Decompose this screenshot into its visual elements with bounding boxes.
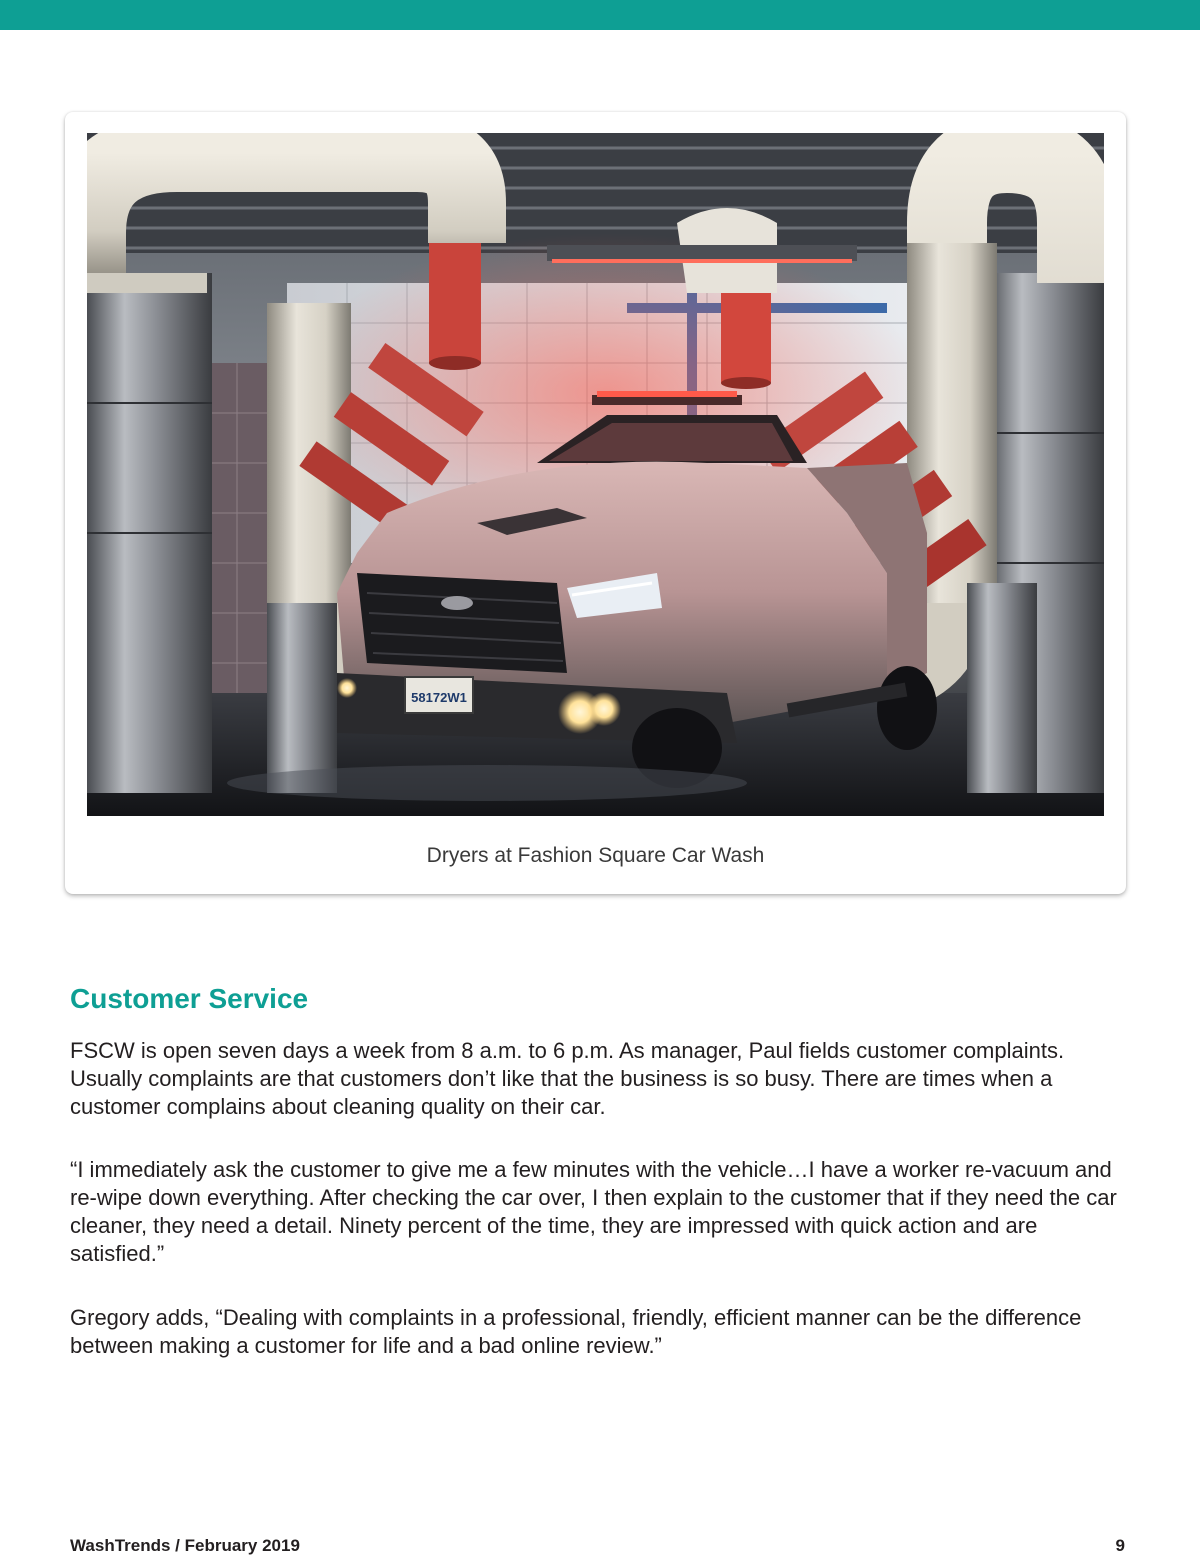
photo-caption: Dryers at Fashion Square Car Wash	[426, 844, 765, 867]
body-paragraph-quote: “I immediately ask the customer to give me a few minutes with the vehicle…I have a worker re-vacuum and re-wipe down everything. After checking the car over, I then explain to the customer that if they need the car cleaner, they need a detail. Ninety percent of the time, they are impressed with quick action and are satisfied.”	[70, 1157, 1117, 1266]
photo-card	[65, 112, 1126, 894]
footer-publication: WashTrends / February 2019	[70, 1536, 300, 1555]
section-heading: Customer Service	[70, 983, 309, 1014]
header-accent-bar	[0, 0, 1200, 30]
body-paragraph-gregory: Gregory adds, “Dealing with complaints in a professional, friendly, efficient manner can be the difference between making a customer for life and a bad online review.”	[70, 1305, 1082, 1358]
license-plate-text: 58172W1	[411, 690, 467, 705]
body-paragraph-hours: FSCW is open seven days a week from 8 a.m. to 6 p.m. As manager, Paul fields customer complaints. Usually complaints are that customers don’t like that the business is so busy. There are times when a customer complains about cleaning quality on their car.	[70, 1038, 1065, 1119]
page-number: 9	[1115, 1536, 1125, 1555]
car-wash-dryers-photo	[87, 133, 1104, 816]
